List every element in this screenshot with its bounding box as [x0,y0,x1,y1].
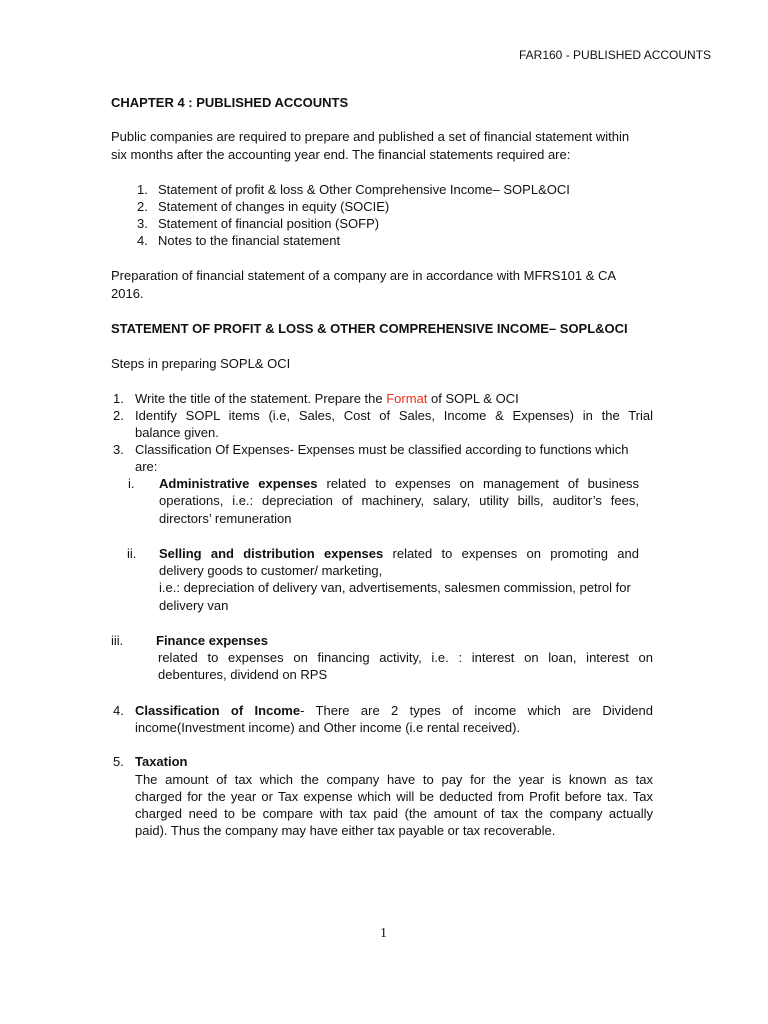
selling-expenses-desc: related to expenses on promoting and [383,546,639,561]
admin-expenses-line-2: operations, i.e.: depreciation of machinery, salary, utility bills, auditor’s fees, [159,493,639,508]
admin-expenses-line-3: directors’ remuneration [159,511,292,526]
taxation-line-1: The amount of tax which the company have to pay for the year is known as tax [135,772,653,787]
step-1-text-pre: Write the title of the statement. Prepare the [135,391,387,406]
step-num: 1. [113,391,124,406]
page-number: 1 [380,926,387,941]
statement-item: Notes to the financial statement [158,233,341,248]
expense-num: iii. [111,633,124,648]
income-classification-title: Classification of Income [135,703,301,718]
step-4-line-2: income(Investment income) and Other income (i.e rental received). [135,720,521,735]
intro-line-1: Public companies are required to prepare and published a set of financial statement within [111,129,630,144]
statement-num: 3. [137,216,148,231]
statement-num: 2. [137,199,148,214]
selling-expenses-line-3: i.e.: depreciation of delivery van, advertisements, salesmen commission, petrol for [159,580,631,595]
step-2-line-1: Identify SOPL items (i.e, Sales, Cost of Sales, Income & Expenses) in the Trial [135,408,653,423]
step-3-line-2: are: [135,459,158,474]
income-classification-desc: - There are 2 types of income which are Dividend [300,703,653,718]
chapter-title: CHAPTER 4 : PUBLISHED ACCOUNTS [111,95,349,110]
finance-expenses-line-1: related to expenses on financing activity, i.e. : interest on loan, interest on [158,650,653,665]
taxation-title: Taxation [135,754,188,769]
step-num: 2. [113,408,124,423]
selling-expenses-title: Selling and distribution expenses [159,546,384,561]
statement-num: 4. [137,233,148,248]
statement-num: 1. [137,182,148,197]
selling-expenses-line-1 [159,545,639,562]
step-4-line-1 [135,702,653,719]
step-1-text-post: of SOPL & OCI [427,391,519,406]
intro-line-2: six months after the accounting year end. The financial statements required are: [111,147,571,162]
statement-item: Statement of financial position (SOFP) [158,216,380,231]
step-num: 5. [113,754,124,769]
step-2-line-2: balance given. [135,425,219,440]
taxation-line-2: charged for the year or Tax expense which will be deducted from Profit before tax. Tax [135,789,653,804]
admin-expenses-desc: related to expenses on management of business [317,476,639,491]
taxation-line-3: charged need to be compare with tax paid (the amount of tax the company actually [135,806,653,821]
step-1-text [135,390,519,407]
statement-item: Statement of changes in equity (SOCIE) [158,199,390,214]
preparation-line-2: 2016. [111,286,144,301]
steps-intro: Steps in preparing SOPL& OCI [111,356,291,371]
finance-expenses-line-2: debentures, dividend on RPS [158,667,328,682]
statement-item: Statement of profit & loss & Other Comprehensive Income– SOPL&OCI [158,182,570,197]
expense-num: i. [128,476,135,491]
step-num: 3. [113,442,124,457]
step-num: 4. [113,703,124,718]
taxation-line-4: paid). Thus the company may have either tax payable or tax recoverable. [135,823,556,838]
section-title: STATEMENT OF PROFIT & LOSS & OTHER COMPREHENSIVE INCOME– SOPL&OCI [111,321,628,336]
selling-expenses-line-2: delivery goods to customer/ marketing, [159,563,383,578]
format-link[interactable]: Format [386,391,428,406]
admin-expenses-line-1 [159,475,639,492]
running-header: FAR160 - PUBLISHED ACCOUNTS [519,48,712,62]
step-3-line-1: Classification Of Expenses- Expenses must be classified according to functions which [135,442,629,457]
expense-num: ii. [127,546,137,561]
admin-expenses-title: Administrative expenses [159,476,318,491]
finance-expenses-title: Finance expenses [156,633,268,648]
preparation-line-1: Preparation of financial statement of a company are in accordance with MFRS101 & CA [111,268,617,283]
selling-expenses-line-4: delivery van [159,598,229,613]
